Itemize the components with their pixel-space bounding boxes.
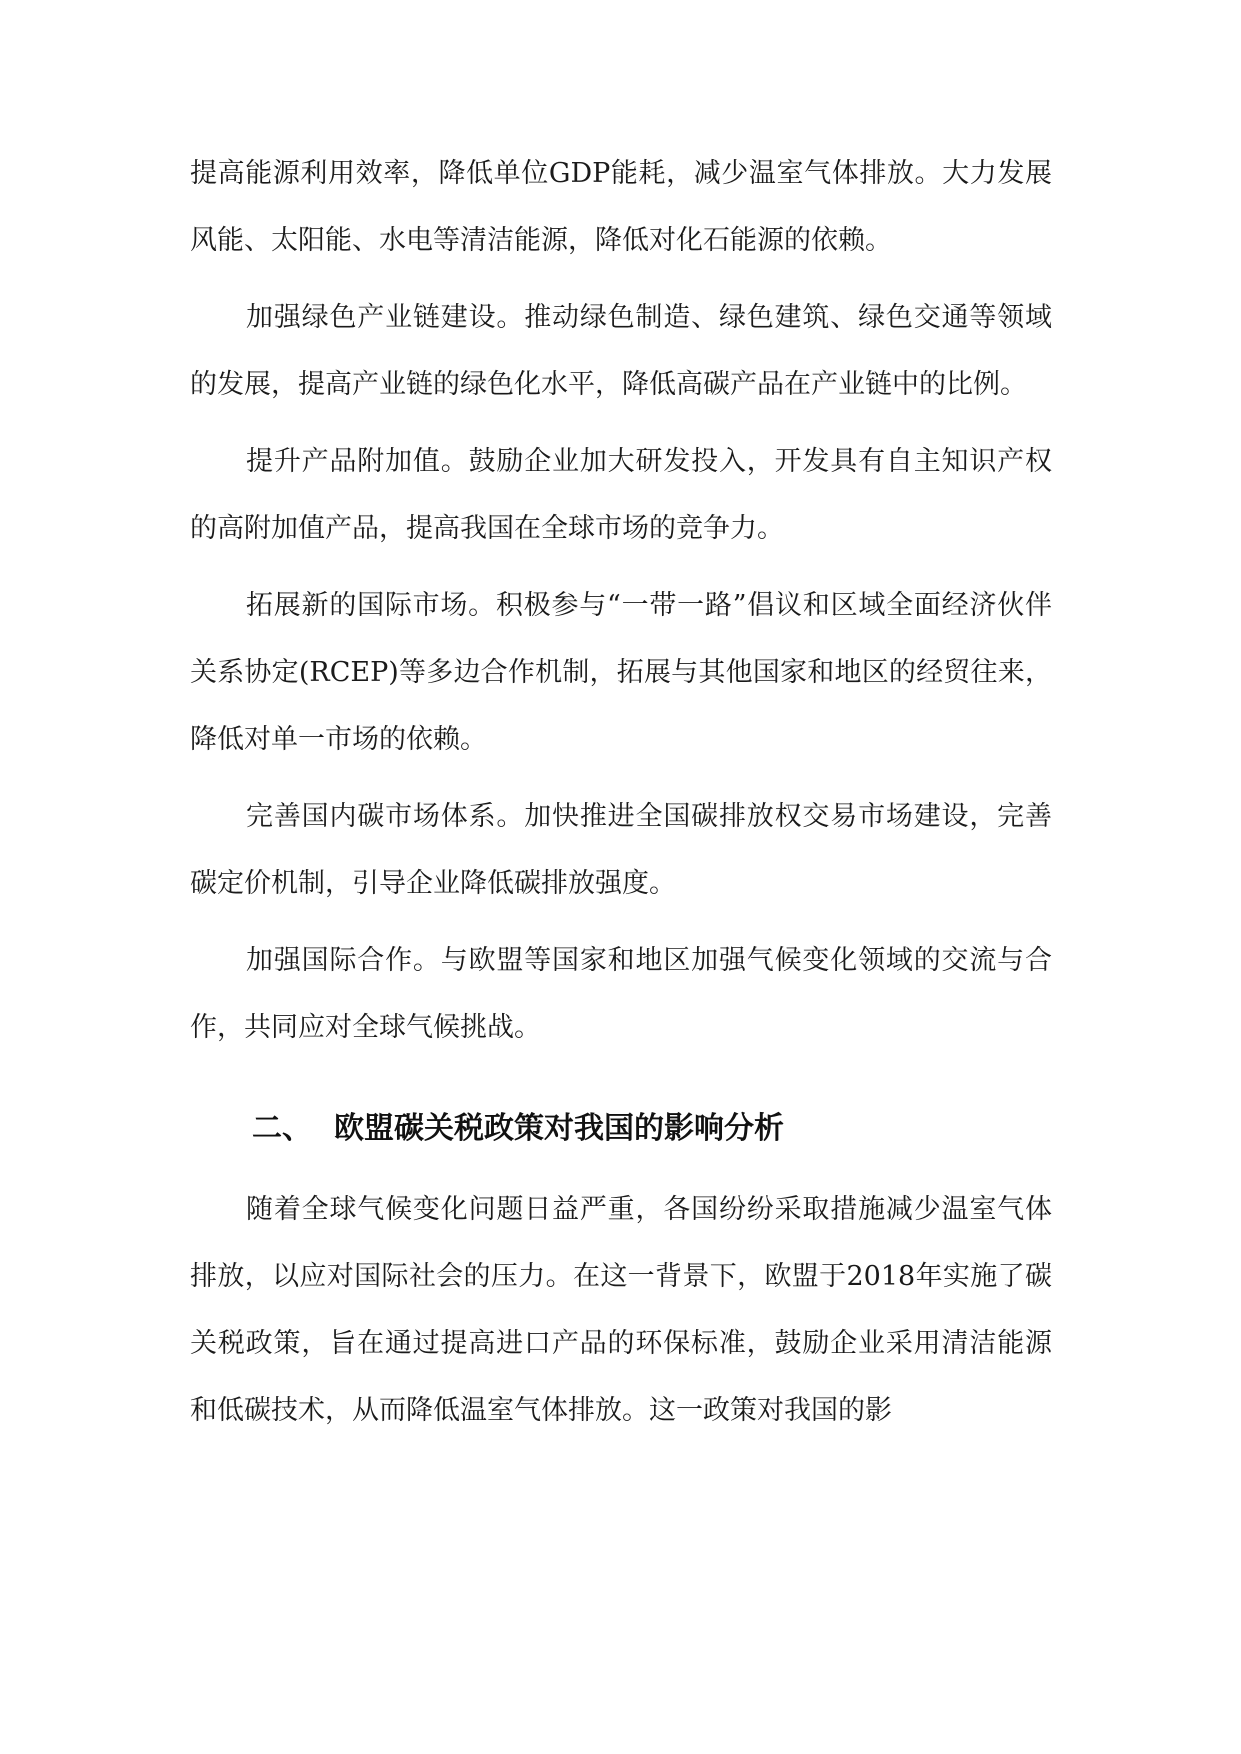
paragraph-energy-efficiency: 提高能源利用效率，降低单位GDP能耗，减少温室气体排放。大力发展风能、太阳能、水电等清洁能源，降低对化石能源的依赖。: [190, 158, 1052, 256]
section-title: 欧盟碳关税政策对我国的影响分析: [334, 1111, 784, 1146]
paragraph-green-industry-chain: 加强绿色产业链建设。推动绿色制造、绿色建筑、绿色交通等领域的发展，提高产业链的绿色化水平，降低高碳产品在产业链中的比例。: [190, 302, 1052, 400]
paragraph-carbon-market: 完善国内碳市场体系。加快推进全国碳排放权交易市场建设，完善碳定价机制，引导企业降低碳排放强度。: [190, 801, 1052, 899]
section-heading: [190, 1095, 1052, 1162]
section-number: 二、: [252, 1111, 312, 1146]
paragraph-international-cooperation: 加强国际合作。与欧盟等国家和地区加强气候变化领域的交流与合作，共同应对全球气候挑战。: [190, 945, 1052, 1043]
paragraph-background: 随着全球气候变化问题日益严重，各国纷纷采取措施减少温室气体排放，以应对国际社会的压力。在这一背景下，欧盟于2018年实施了碳关税政策，旨在通过提高进口产品的环保标准，鼓励企业采用清洁能源和低碳技术，从而降低温室气体排放。这一政策对我国的影: [190, 1194, 1052, 1426]
paragraph-product-value: 提升产品附加值。鼓励企业加大研发投入，开发具有自主知识产权的高附加值产品，提高我国在全球市场的竞争力。: [190, 446, 1052, 544]
paragraph-international-markets: 拓展新的国际市场。积极参与“一带一路”倡议和区域全面经济伙伴关系协定(RCEP)等多边合作机制，拓展与其他国家和地区的经贸往来，降低对单一市场的依赖。: [190, 590, 1052, 755]
document-body: [190, 140, 1052, 1454]
